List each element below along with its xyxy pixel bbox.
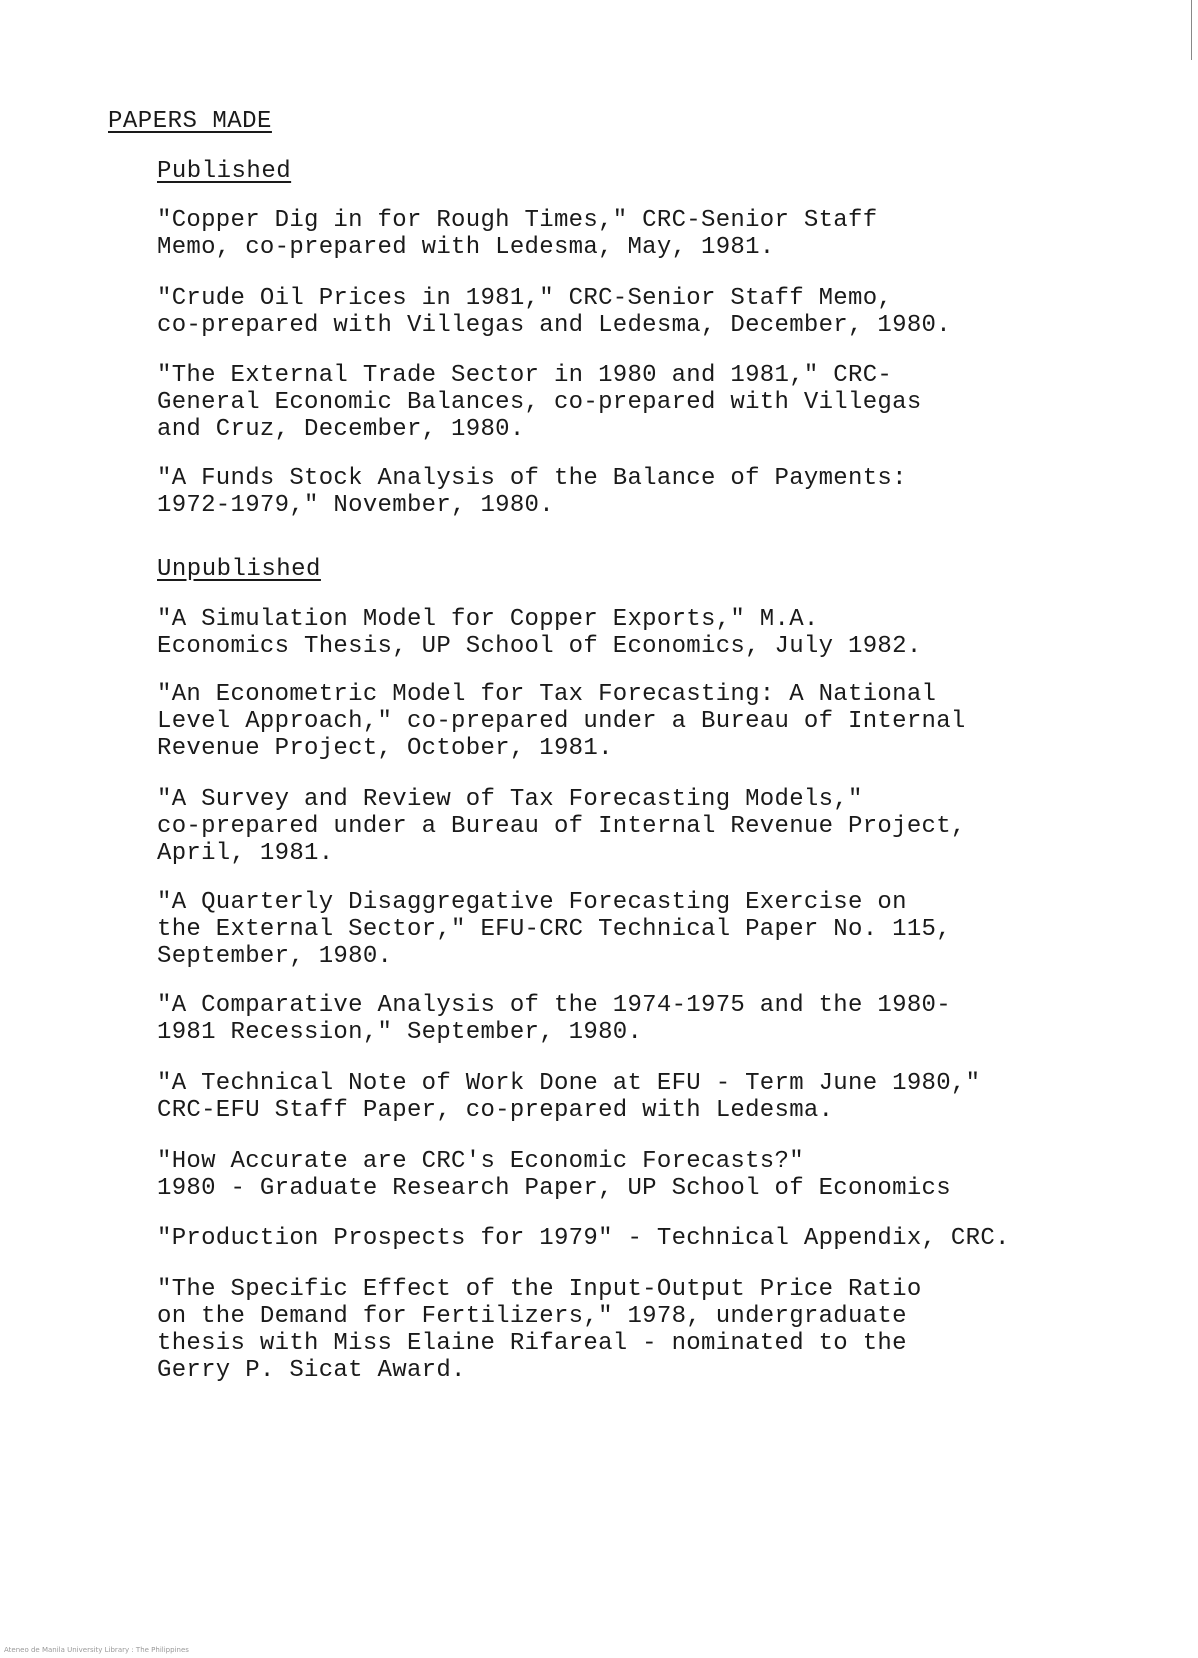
- published-entry: "Crude Oil Prices in 1981," CRC-Senior Staff Memo, co-prepared with Villegas and Ledesma, December, 1980.: [157, 285, 951, 339]
- unpublished-section-title: Unpublished: [157, 556, 321, 583]
- unpublished-entry: "A Simulation Model for Copper Exports," M.A. Economics Thesis, UP School of Economics, July 1982.: [157, 606, 922, 660]
- page-edge-line: [1191, 0, 1192, 60]
- unpublished-entry: "The Specific Effect of the Input-Output Price Ratio on the Demand for Fertilizers," 1978, undergraduate thesis with Miss Elaine Rifareal - nominated to the Gerry P. Sicat Award.: [157, 1276, 922, 1384]
- published-section-title: Published: [157, 158, 292, 185]
- unpublished-entry: "Production Prospects for 1979" - Technical Appendix, CRC.: [157, 1225, 1010, 1252]
- footer-note: Ateneo de Manila University Library : The Philippines: [4, 1646, 189, 1654]
- unpublished-entry: "An Econometric Model for Tax Forecasting: A National Level Approach," co-prepared under a Bureau of Internal Revenue Project, October, 1981.: [157, 681, 966, 762]
- published-entry: "A Funds Stock Analysis of the Balance of Payments: 1972-1979," November, 1980.: [157, 465, 907, 519]
- unpublished-entry: "A Comparative Analysis of the 1974-1975 and the 1980- 1981 Recession," September, 1980.: [157, 992, 951, 1046]
- unpublished-entry: "How Accurate are CRC's Economic Forecasts?" 1980 - Graduate Research Paper, UP School of Economics: [157, 1148, 951, 1202]
- published-entry: "Copper Dig in for Rough Times," CRC-Senior Staff Memo, co-prepared with Ledesma, May, 1981.: [157, 207, 878, 261]
- unpublished-entry: "A Quarterly Disaggregative Forecasting Exercise on the External Sector," EFU-CRC Technical Paper No. 115, September, 1980.: [157, 889, 951, 970]
- published-entry: "The External Trade Sector in 1980 and 1981," CRC- General Economic Balances, co-prepared with Villegas and Cruz, December, 1980.: [157, 362, 922, 443]
- unpublished-entry: "A Survey and Review of Tax Forecasting Models," co-prepared under a Bureau of Internal Revenue Project, April, 1981.: [157, 786, 966, 867]
- page-heading: PAPERS MADE: [108, 108, 272, 135]
- unpublished-entry: "A Technical Note of Work Done at EFU - Term June 1980," CRC-EFU Staff Paper, co-prepared with Ledesma.: [157, 1070, 981, 1124]
